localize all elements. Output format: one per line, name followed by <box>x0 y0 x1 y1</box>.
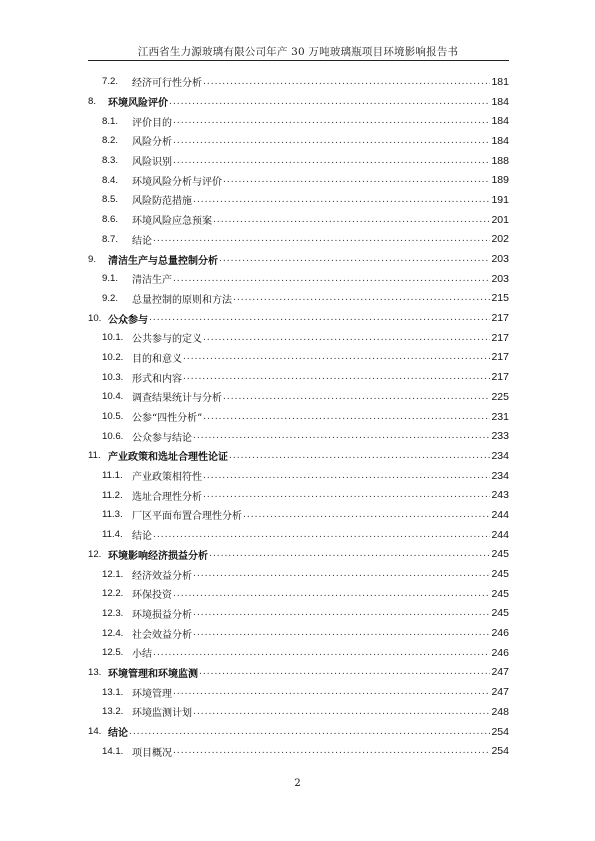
toc-section-entry[interactable] <box>88 564 509 584</box>
toc-section-entry[interactable] <box>88 190 509 210</box>
toc-entry-number: 12. <box>88 548 102 560</box>
toc-dot-leader <box>203 77 490 87</box>
toc-dot-leader <box>223 175 490 185</box>
toc-dot-leader <box>173 116 490 126</box>
toc-entry-page: 231 <box>491 410 509 423</box>
toc-entry-number: 9. <box>88 253 97 265</box>
toc-entry-page: 245 <box>491 587 509 600</box>
toc-entry-title: 清洁生产与总量控制分析 <box>108 255 218 267</box>
toc-section-entry[interactable] <box>88 111 509 131</box>
toc-entry-page: 203 <box>491 253 509 266</box>
toc-entry-page: 243 <box>491 489 509 502</box>
toc-dot-leader <box>193 707 490 717</box>
toc-section-entry[interactable] <box>88 407 509 427</box>
toc-entry-number: 9.2. <box>102 292 119 304</box>
toc-entry-number: 8.2. <box>102 135 119 147</box>
toc-entry-number: 12.3. <box>102 607 124 619</box>
toc-entry-number: 8.6. <box>102 214 119 226</box>
toc-entry-page: 181 <box>491 75 509 88</box>
toc-dot-leader <box>209 549 490 559</box>
toc-entry-title: 公众参与 <box>108 314 148 326</box>
toc-section-entry[interactable] <box>88 367 509 387</box>
toc-entry-title: 环保投资 <box>132 590 172 602</box>
toc-section-entry[interactable] <box>88 604 509 624</box>
toc-entry-page: 234 <box>491 449 509 462</box>
toc-dot-leader <box>173 687 490 697</box>
toc-entry-number: 8.3. <box>102 155 119 167</box>
toc-section-entry[interactable] <box>88 525 509 545</box>
toc-entry-page: 247 <box>491 686 509 699</box>
toc-chapter-entry[interactable] <box>88 249 509 269</box>
toc-dot-leader <box>243 510 490 520</box>
toc-section-entry[interactable] <box>88 289 509 309</box>
toc-entry-number: 10.3. <box>102 371 124 383</box>
toc-entry-page: 202 <box>491 233 509 246</box>
toc-dot-leader <box>203 490 490 500</box>
toc-entry-page: 184 <box>491 95 509 108</box>
toc-dot-leader <box>173 156 490 166</box>
toc-entry-page: 245 <box>491 607 509 620</box>
toc-section-entry[interactable] <box>88 702 509 722</box>
toc-entry-number: 10.2. <box>102 351 124 363</box>
toc-entry-page: 203 <box>491 272 509 285</box>
toc-entry-page: 246 <box>491 627 509 640</box>
toc-section-entry[interactable] <box>88 72 509 92</box>
toc-dot-leader <box>153 530 490 540</box>
toc-entry-title: 环境损益分析 <box>132 609 192 621</box>
toc-section-entry[interactable] <box>88 151 509 171</box>
toc-entry-page: 217 <box>491 371 509 384</box>
toc-dot-leader <box>203 471 490 481</box>
toc-entry-page: 188 <box>491 154 509 167</box>
toc-dot-leader <box>153 648 490 658</box>
toc-entry-number: 12.4. <box>102 627 124 639</box>
toc-dot-leader <box>199 667 490 677</box>
toc-dot-leader <box>153 234 490 244</box>
toc-entry-number: 9.1. <box>102 273 119 285</box>
toc-entry-title: 公众参与结论 <box>132 432 192 444</box>
toc-entry-title: 风险分析 <box>132 137 172 149</box>
toc-entry-number: 11.3. <box>102 509 123 521</box>
toc-entry-number: 11.4. <box>102 529 123 541</box>
toc-dot-leader <box>203 412 490 422</box>
toc-entry-page: 184 <box>491 115 509 128</box>
toc-section-entry[interactable] <box>88 505 509 525</box>
toc-entry-number: 8.4. <box>102 174 119 186</box>
toc-dot-leader <box>183 372 490 382</box>
toc-chapter-entry[interactable] <box>88 308 509 328</box>
toc-entry-page: 201 <box>491 213 509 226</box>
toc-entry-number: 10. <box>88 312 102 324</box>
toc-entry-title: 环境风险评价 <box>108 98 168 110</box>
toc-entry-title: 环境风险应急预案 <box>132 216 212 228</box>
toc-chapter-entry[interactable] <box>88 663 509 683</box>
toc-entry-number: 8.5. <box>102 194 119 206</box>
toc-chapter-entry[interactable] <box>88 545 509 565</box>
toc-entry-number: 12.1. <box>102 568 124 580</box>
toc-entry-title: 小结 <box>132 649 152 661</box>
toc-entry-page: 254 <box>491 725 509 738</box>
toc-entry-number: 14. <box>88 726 102 738</box>
toc-entry-number: 13.2. <box>102 706 124 718</box>
toc-entry-title: 产业政策和选址合理性论证 <box>108 452 228 464</box>
toc-section-entry[interactable] <box>88 485 509 505</box>
toc-entry-title: 总量控制的原则和方法 <box>132 294 232 306</box>
toc-entry-title: 调查结果统计与分析 <box>132 393 222 405</box>
toc-section-entry[interactable] <box>88 741 509 761</box>
toc-entry-page: 234 <box>491 469 509 482</box>
toc-entry-page: 215 <box>491 292 509 305</box>
toc-entry-title: 环境风险分析与评价 <box>132 176 222 188</box>
toc-entry-page: 191 <box>491 193 509 206</box>
toc-entry-page: 233 <box>491 430 509 443</box>
toc-section-entry[interactable] <box>88 230 509 250</box>
toc-section-entry[interactable] <box>88 269 509 289</box>
toc-dot-leader <box>193 608 490 618</box>
toc-section-entry[interactable] <box>88 328 509 348</box>
toc-entry-page: 244 <box>491 508 509 521</box>
toc-entry-page: 217 <box>491 331 509 344</box>
toc-section-entry[interactable] <box>88 623 509 643</box>
toc-entry-page: 246 <box>491 646 509 659</box>
toc-entry-page: 217 <box>491 312 509 325</box>
toc-entry-title: 环境影响经济损益分析 <box>108 550 208 562</box>
toc-entry-number: 8.7. <box>102 233 119 245</box>
toc-entry-number: 10.5. <box>102 411 124 423</box>
toc-entry-title: 风险防范措施 <box>132 196 192 208</box>
toc-entry-number: 13.1. <box>102 686 124 698</box>
toc-entry-page: 184 <box>491 134 509 147</box>
toc-entry-title: 清洁生产 <box>132 275 172 287</box>
header-divider <box>88 60 509 61</box>
toc-dot-leader <box>223 392 490 402</box>
toc-entry-title: 经济效益分析 <box>132 570 192 582</box>
toc-dot-leader <box>173 589 490 599</box>
toc-dot-leader <box>173 274 490 284</box>
toc-entry-page: 245 <box>491 548 509 561</box>
toc-entry-page: 217 <box>491 351 509 364</box>
toc-dot-leader <box>183 352 490 362</box>
toc-entry-title: 目的和意义 <box>132 353 182 365</box>
toc-section-entry[interactable] <box>88 584 509 604</box>
toc-entry-page: 225 <box>491 390 509 403</box>
toc-chapter-entry[interactable] <box>88 722 509 742</box>
toc-entry-page: 247 <box>491 666 509 679</box>
toc-entry-title: 评价目的 <box>132 117 172 129</box>
toc-entry-number: 10.4. <box>102 391 124 403</box>
toc-section-entry[interactable] <box>88 682 509 702</box>
toc-dot-leader <box>129 727 490 737</box>
toc-entry-number: 13. <box>88 666 102 678</box>
toc-dot-leader <box>193 628 490 638</box>
toc-entry-number: 7.2. <box>102 76 119 88</box>
running-header: 江西省生力源玻璃有限公司年产 30 万吨玻璃瓶项目环境影响报告书 <box>137 46 459 58</box>
toc-dot-leader <box>203 333 490 343</box>
toc-entry-page: 254 <box>491 745 509 758</box>
toc-section-entry[interactable] <box>88 426 509 446</box>
toc-dot-leader <box>193 431 490 441</box>
toc-dot-leader <box>169 97 490 107</box>
toc-entry-title: 公共参与的定义 <box>132 334 202 346</box>
toc-entry-number: 8. <box>88 96 97 108</box>
toc-entry-title: 环境监测计划 <box>132 708 192 720</box>
toc-entry-page: 244 <box>491 528 509 541</box>
toc-entry-title: 结论 <box>108 728 128 740</box>
toc-entry-number: 11.1. <box>102 470 123 482</box>
toc-section-entry[interactable] <box>88 348 509 368</box>
toc-dot-leader <box>193 195 490 205</box>
toc-dot-leader <box>213 215 490 225</box>
toc-entry-title: 结论 <box>132 531 152 543</box>
toc-entry-title: 形式和内容 <box>132 373 182 385</box>
table-of-contents <box>88 72 509 761</box>
toc-entry-number: 12.5. <box>102 647 124 659</box>
toc-entry-number: 11. <box>88 450 101 462</box>
toc-section-entry[interactable] <box>88 131 509 151</box>
toc-entry-title: 经济可行性分析 <box>132 78 202 90</box>
toc-dot-leader <box>233 293 490 303</box>
toc-entry-title: 厂区平面布置合理性分析 <box>132 511 242 523</box>
toc-dot-leader <box>219 254 490 264</box>
toc-entry-title: 公参“四性分析” <box>132 413 203 425</box>
toc-entry-title: 环境管理 <box>132 688 172 700</box>
toc-dot-leader <box>229 451 490 461</box>
toc-entry-title: 结论 <box>132 235 152 247</box>
toc-entry-title: 社会效益分析 <box>132 629 192 641</box>
page-number: 2 <box>294 778 301 789</box>
toc-entry-title: 风险识别 <box>132 157 172 169</box>
toc-entry-number: 11.2. <box>102 489 123 501</box>
toc-dot-leader <box>173 136 490 146</box>
toc-entry-title: 产业政策相符性 <box>132 472 202 484</box>
toc-entry-page: 248 <box>491 705 509 718</box>
toc-dot-leader <box>173 746 490 756</box>
toc-entry-page: 189 <box>491 174 509 187</box>
toc-chapter-entry[interactable] <box>88 446 509 466</box>
toc-entry-number: 14.1. <box>102 745 124 757</box>
toc-entry-title: 项目概况 <box>132 747 172 759</box>
toc-entry-number: 12.2. <box>102 588 124 600</box>
toc-section-entry[interactable] <box>88 466 509 486</box>
toc-chapter-entry[interactable] <box>88 92 509 112</box>
toc-section-entry[interactable] <box>88 387 509 407</box>
toc-dot-leader <box>149 313 490 323</box>
toc-section-entry[interactable] <box>88 170 509 190</box>
toc-entry-number: 8.1. <box>102 115 119 127</box>
toc-entry-page: 245 <box>491 568 509 581</box>
toc-dot-leader <box>193 569 490 579</box>
toc-section-entry[interactable] <box>88 210 509 230</box>
toc-entry-number: 10.6. <box>102 430 124 442</box>
toc-entry-number: 10.1. <box>102 332 124 344</box>
toc-entry-title: 选址合理性分析 <box>132 491 202 503</box>
toc-entry-title: 环境管理和环境监测 <box>108 668 198 680</box>
toc-section-entry[interactable] <box>88 643 509 663</box>
